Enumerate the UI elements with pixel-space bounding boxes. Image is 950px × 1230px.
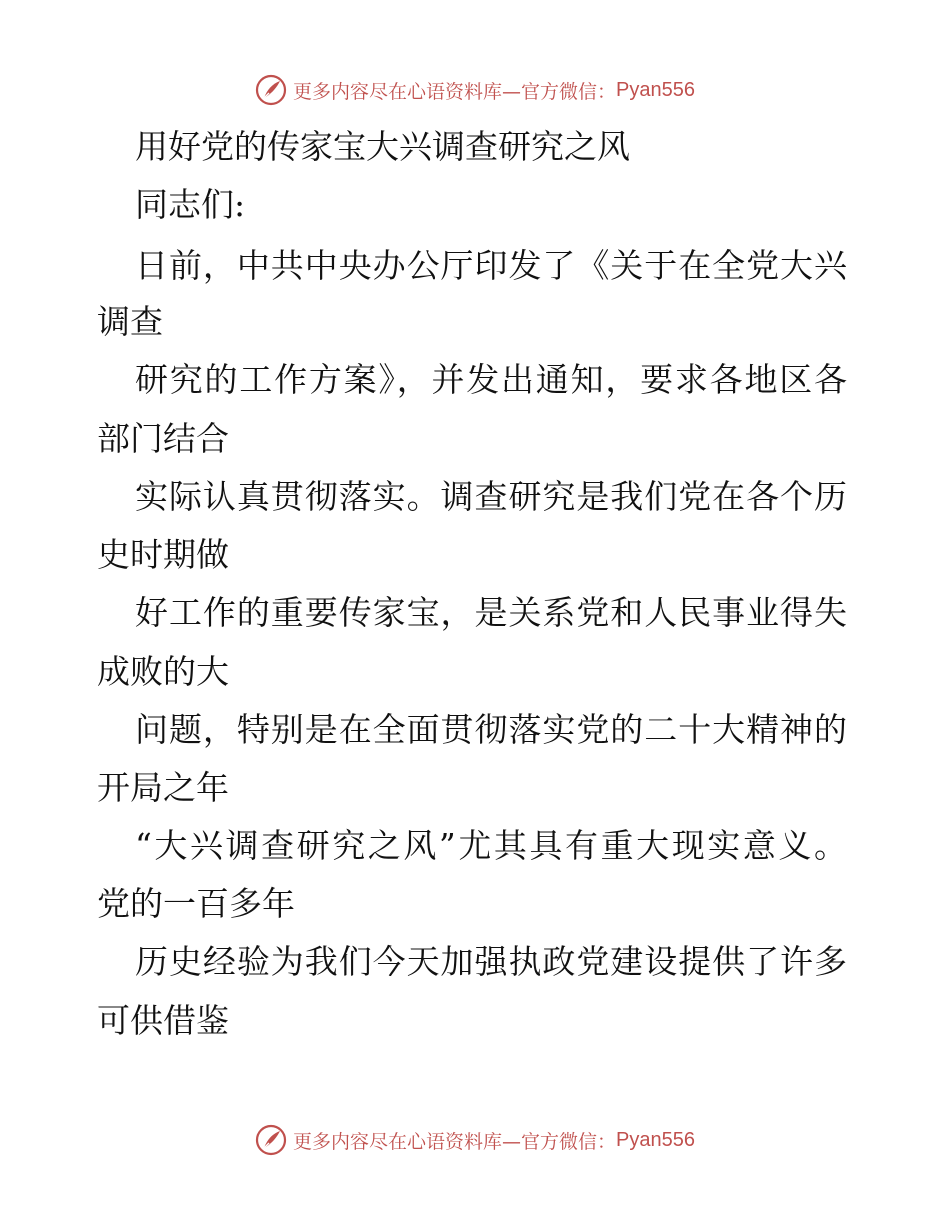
document-title: 用好党的传家宝大兴调查研究之风 (135, 127, 630, 166)
paragraph-line: 调查 (97, 302, 163, 341)
watermark-text: 更多内容尽在心语资料库—官方微信： (293, 1130, 617, 1153)
paragraph-line: 日前，中共中央办公厅印发了《关于在全党大兴 (135, 246, 847, 285)
header-watermark (0, 72, 950, 108)
watermark-text: 更多内容尽在心语资料库—官方微信： (293, 80, 617, 103)
paragraph-line: 好工作的重要传家宝，是关系党和人民事业得失 (135, 593, 847, 632)
feather-pen-logo-icon (255, 1124, 287, 1156)
paragraph-line: 研究的工作方案》，并发出通知，要求各地区各 (135, 360, 847, 399)
feather-pen-logo-icon (255, 74, 287, 106)
paragraph-line: 问题，特别是在全面贯彻落实党的二十大精神的 (135, 710, 847, 749)
paragraph-line: 历史经验为我们今天加强执政党建设提供了许多 (135, 942, 847, 981)
paragraph-line: 史时期做 (97, 535, 229, 574)
watermark-wechat-id: Pyan556 (616, 1128, 695, 1151)
paragraph-line: 可供借鉴 (97, 1001, 229, 1040)
paragraph-line: 实际认真贯彻落实。调查研究是我们党在各个历 (135, 477, 847, 516)
watermark-wechat-id: Pyan556 (616, 78, 695, 101)
paragraph-line: 党的一百多年 (97, 884, 295, 923)
paragraph-line: 部门结合 (97, 419, 229, 458)
salutation: 同志们: (135, 185, 246, 224)
footer-watermark (0, 1122, 950, 1158)
paragraph-line: 成败的大 (97, 652, 229, 691)
paragraph-line: “大兴调查研究之风”尤其具有重大现实意义。 (135, 826, 847, 865)
paragraph-line: 开局之年 (97, 768, 229, 807)
